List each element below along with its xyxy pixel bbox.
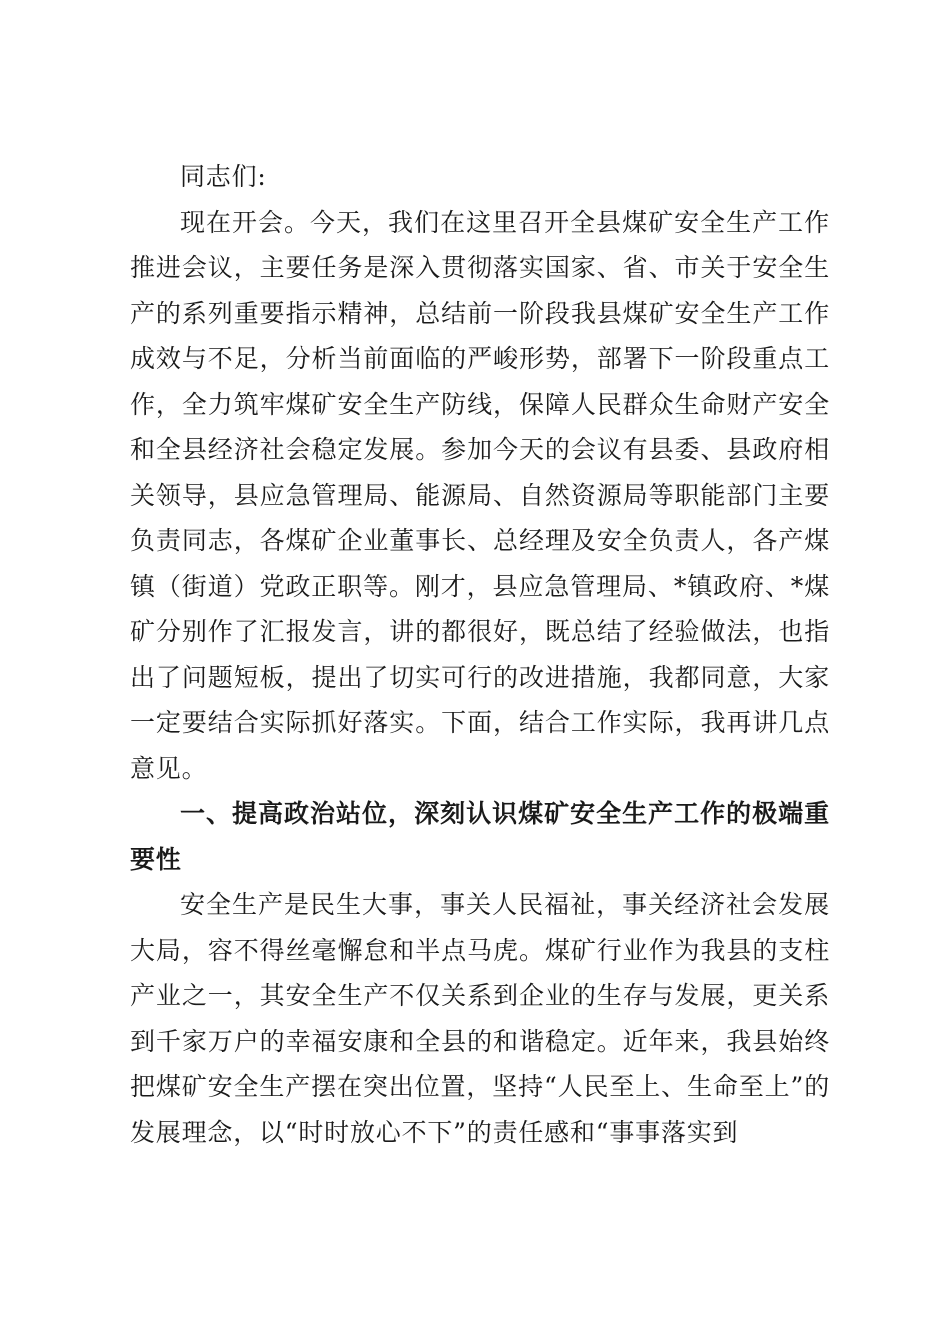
- salutation: 同志们:: [180, 162, 267, 191]
- section-heading: 一、提高政治站位，深刻认识煤矿安全生产工作的极端重要性: [130, 799, 830, 874]
- document-body: [130, 154, 830, 1155]
- section-paragraph: 安全生产是民生大事，事关人民福祉，事关经济社会发展大局，容不得丝毫懈怠和半点马虎。煤矿行业作为我县的支柱产业之一，其安全生产不仅关系到企业的生存与发展，更关系到千家万户的幸福安康和全县的和谐稳定。近年来，我县始终把煤矿安全生产摆在突出位置，坚持“人民至上、生命至上”的发展理念，以“时时放心不下”的责任感和“事事落实到: [130, 890, 830, 1147]
- opening-paragraph: 现在开会。今天，我们在这里召开全县煤矿安全生产工作推进会议，主要任务是深入贯彻落实国家、省、市关于安全生产的系列重要指示精神，总结前一阶段我县煤矿安全生产工作成效与不足，分析当前面临的严峻形势，部署下一阶段重点工作，全力筑牢煤矿安全生产防线，保障人民群众生命财产安全和全县经济社会稳定发展。参加今天的会议有县委、县政府相关领导，县应急管理局、能源局、自然资源局等职能部门主要负责同志，各煤矿企业董事长、总经理及安全负责人，各产煤镇（街道）党政正职等。刚才，县应急管理局、*镇政府、*煤矿分别作了汇报发言，讲的都很好，既总结了经验做法，也指出了问题短板，提出了切实可行的改进措施，我都同意，大家一定要结合实际抓好落实。下面，结合工作实际，我再讲几点意见。: [130, 207, 830, 783]
